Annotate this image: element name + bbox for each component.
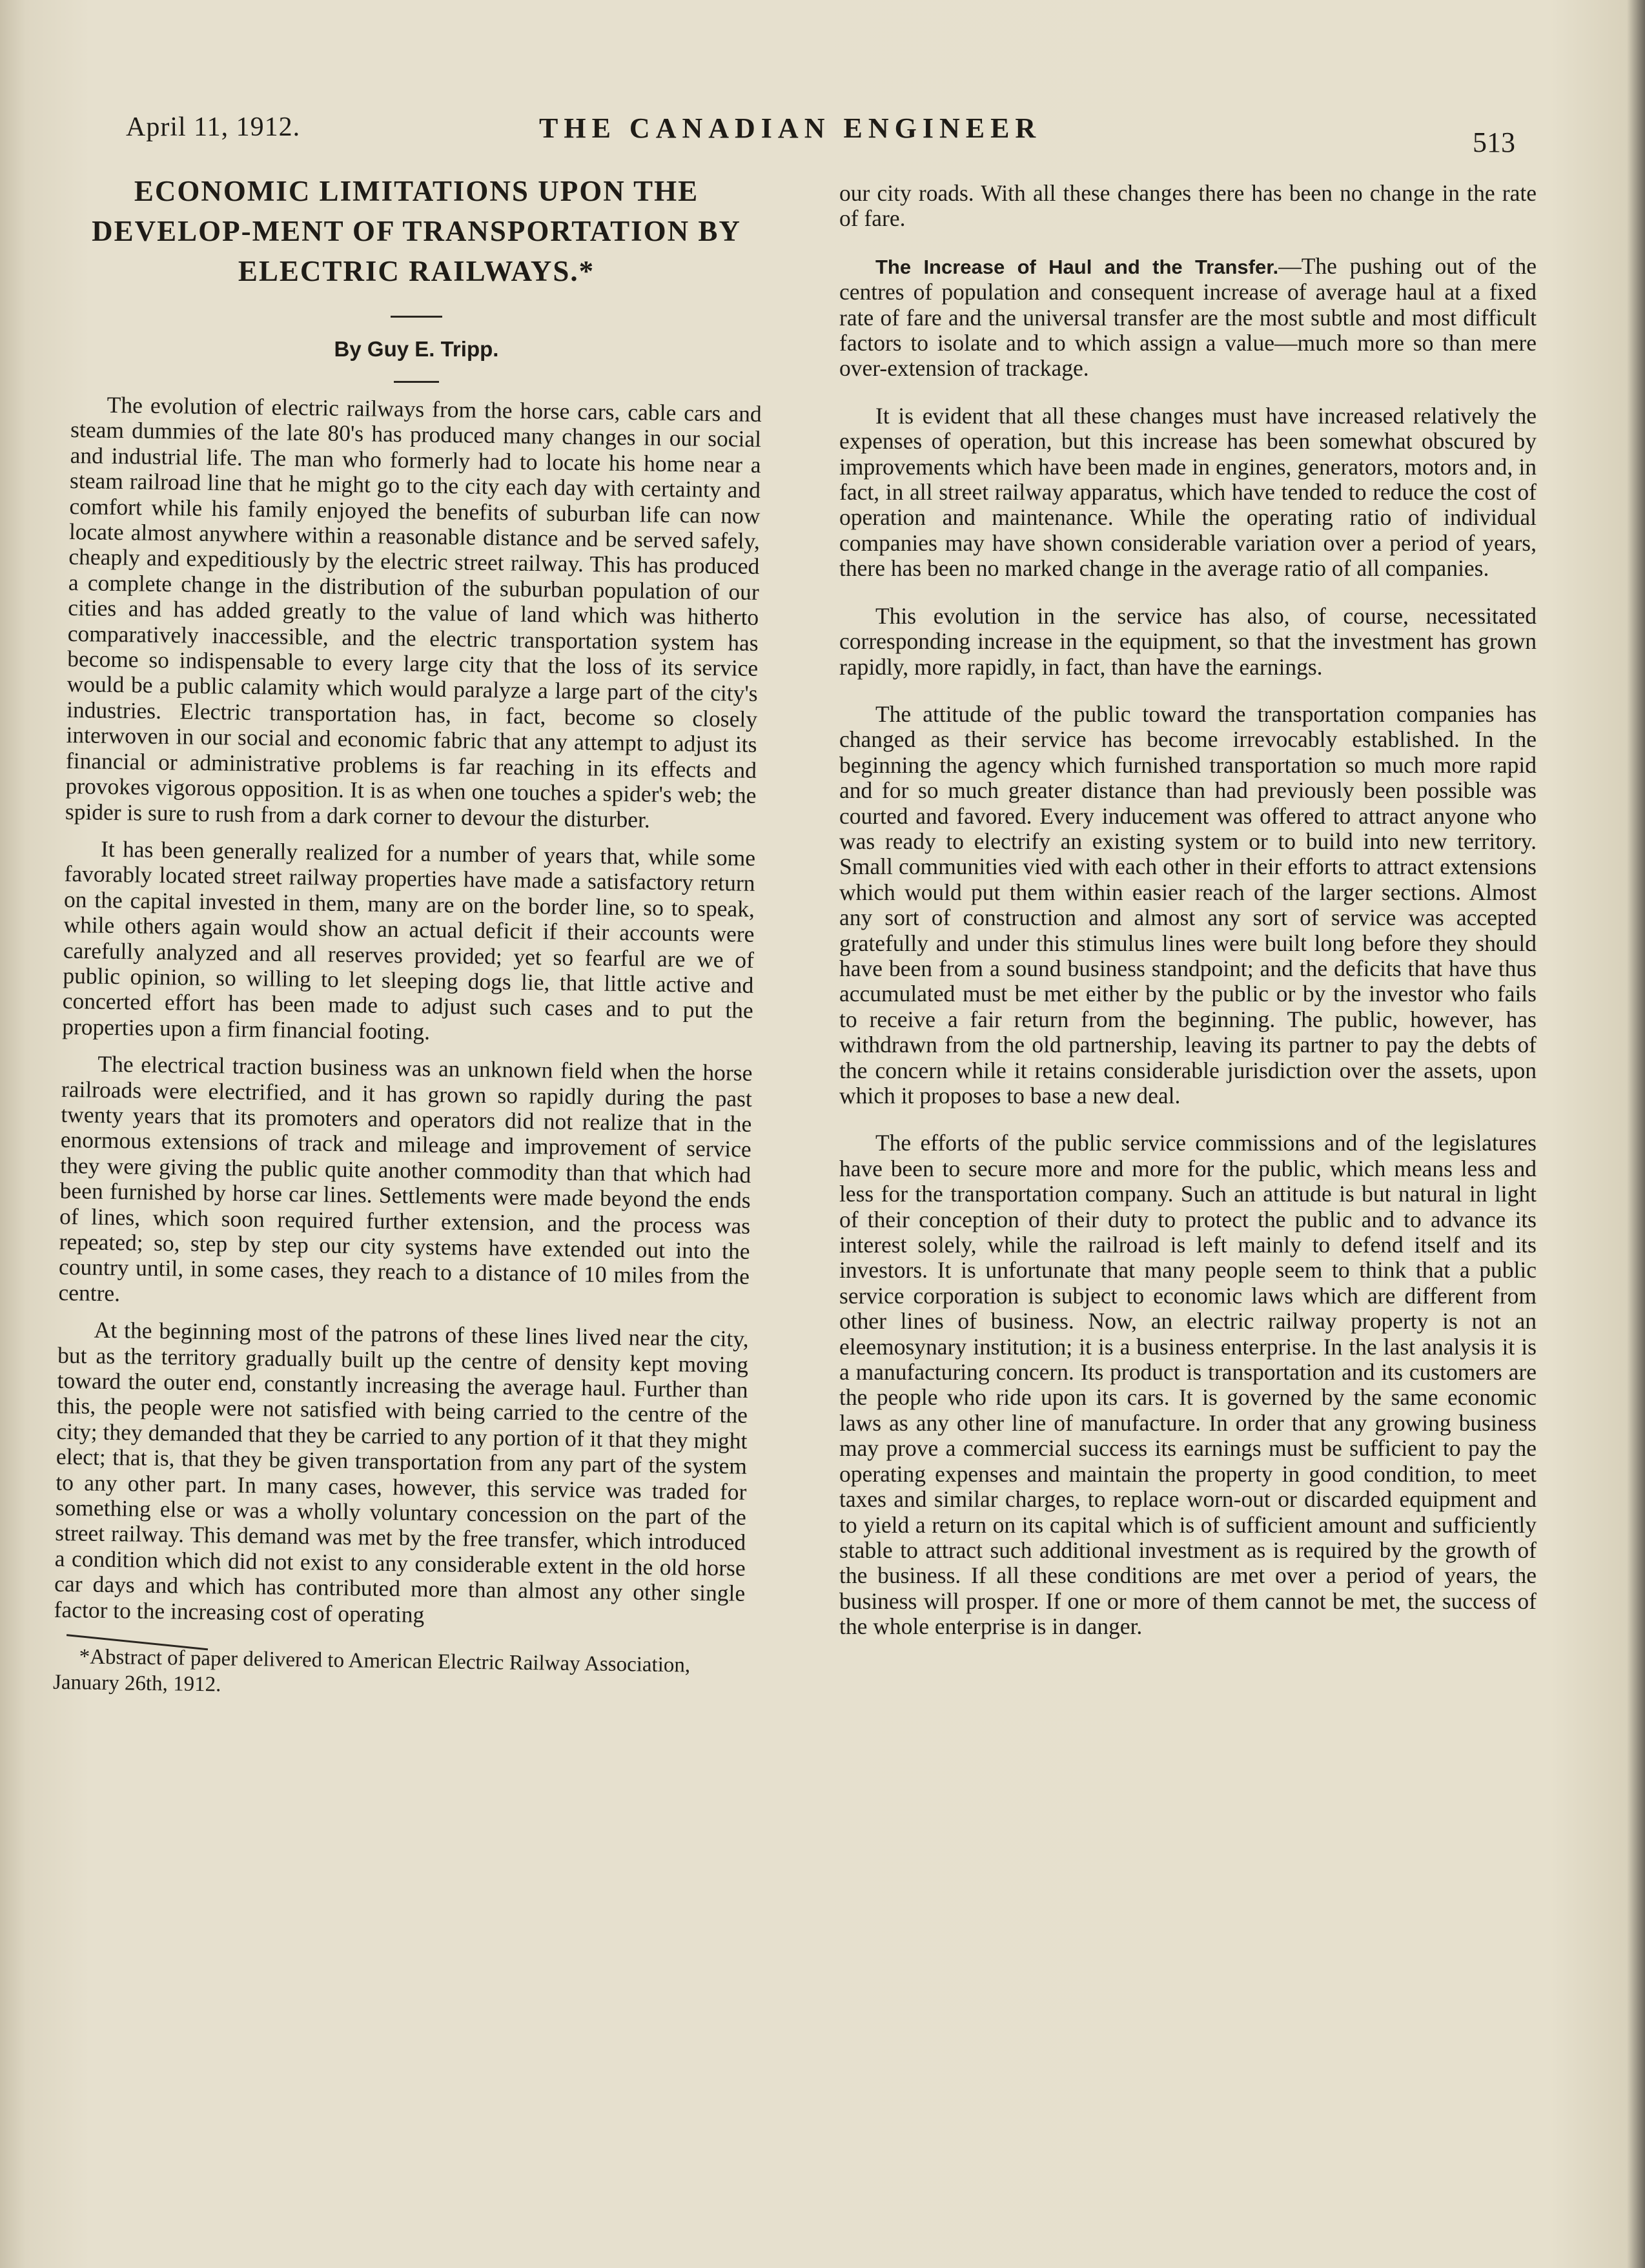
article-title: ECONOMIC LIMITATIONS UPON THE DEVELOP-MENT OF TRANSPORTATION BY ELECTRIC RAILWAYS.* (92, 175, 741, 287)
byline: By Guy E. Tripp. (334, 337, 499, 361)
running-header (126, 107, 1546, 165)
title-divider (391, 316, 442, 318)
paragraph: It has been generally realized for a number of years that, while some favorably located street railway properties have made a satisfactory return on the capital invested in them, many are on the border line, so to speak, while others again would show an actual deficit if their accounts were carefully analyzed and all reserves provided; yet so fearful are we of public opinion, so willing to let sleeping dogs lie, that little active and concerted effort has been made to adjust such cases and to put the properties upon a firm financial footing. (61, 835, 756, 1045)
paragraph: The efforts of the public service commissions and of the legislatures have been to secure more and more for the public, which means less and less for the transportation company. Such an attitude is but natural in light of their conception of their duty to protect the public and to advance its interest solely, while the railroad is left mainly to defend itself and its investors. It is unfortunate that many people seem to think that a public service corporation is subject to economic laws which are different from other lines of business. Now, an electric railway property is not an eleemosynary institution; it is a business enterprise. In the last analysis it is a manufacturing concern. Its product is transportation and its customers are the people who ride upon its cars. It is governed by the same economic laws as any other line of manufacture. In order that any growing business may prove a commercial success its earnings must be sufficient to pay the operating expenses and maintain the property in good condition, to meet taxes and similar charges, to replace worn-out or discarded equipment and to yield a return on its capital which is of sufficient amount and sufficiently stable to attract such additional investment as is required by the growth of the business. If all these conditions are met over a period of years, the business will prosper. If one or more of them cannot be met, the success of the whole enterprise is in danger. (839, 1130, 1537, 1640)
paragraph-with-subhead (839, 254, 1537, 382)
paragraph-continuation: our city roads. With all these changes there has been no change in the rate of fare. (839, 180, 1537, 232)
paragraph: This evolution in the service has also, of course, necessitated corresponding increase in the equipment, so that the investment has grown rapidly, more rapidly, in fact, than have the earnings. (839, 602, 1537, 680)
paragraph: It is evident that all these changes must have increased relatively the expenses of operation, but this increase has been somewhat obscured by improvements which have been made in engines, generators, motors and, in fact, in all street railway apparatus, which have tended to reduce the cost of operation and maintenance. While the operating ratio of individual companies may have shown considerable variation over a period of years, there has been no marked change in the average ratio of all companies. (839, 402, 1537, 582)
page-number: 513 (1473, 127, 1515, 158)
paragraph: The attitude of the public toward the transportation companies has changed as their service has become irrevocably established. In the beginning the agency which furnished transportation so much more rapid and for so much greater distance than had previously been possible was courted and favored. Every inducement was offered to attract anyone who was ready to electrify an existing system or to build into new territory. Small communities vied with each other in their efforts to attract extensions which would put them within easier reach of the larger sections. Almost any sort of construction and almost any sort of service was accepted gratefully and under this stimulus lines were built long before they should have been from a sound business standpoint; and the deficits that have thus accumulated must be met either by the public or by the investor who fails to receive a fair return from the beginning. The public, however, has withdrawn from the old partnership, leaving its partner to pay the debts of the concern while it retains considerable jurisdiction over the assets, upon which it proposes to base a new deal. (839, 700, 1537, 1108)
footnote: *Abstract of paper delivered to American Electric Railway Association, January 26th, 1912. (52, 1645, 691, 1697)
left-column (52, 171, 762, 1697)
right-column (839, 181, 1537, 1662)
issue-date: April 11, 1912. (126, 112, 301, 142)
paragraph-text: —The pushing out of the centres of population and consequent increase of average haul at a fixed rate of fare and the universal transfer are the most subtle and most difficult factors to isolate and to which assign a value—much more so than mere over-extension of trackage. (839, 252, 1537, 382)
paragraph: At the beginning most of the patrons of these lines lived near the city, but as the territory gradually built up the centre of density kept moving toward the outer end, constantly increasing the average haul. Further than this, the people were not satisfied with being carried to the centre of the city; they demanded that they be carried to any portion of it that they might elect; that is, that they be given transportation from any part of the system to any other part. In many cases, however, this service was traded for something else or was a wholly voluntary concession on the part of the street railway. This demand was met by the free transfer, which introduced a condition which did not exist to any considerable extent in the old horse car days and which has contributed more than almost any other single factor to the increasing cost of operating (54, 1316, 749, 1628)
section-subhead: The Increase of Haul and the Transfer. (875, 255, 1279, 278)
paragraph: The evolution of electric railways from the horse cars, cable cars and steam dummies of the late 80's has produced many changes in our social and industrial life. The man who formerly had to locate his home near a steam railroad line that he might go to the city each day with certainty and comfort while his family enjoyed the benefits of suburban life can now locate almost anywhere within a reasonable distance and be served safely, cheaply and expeditiously by the electric street railway. This has produced a complete change in the distribution of the suburban population of our cities and has added greatly to the value of land which was hitherto comparatively inaccessible, and the electric transportation system has become so indispensable to every large city that the loss of its service would be a public calamity which would paralyze a large part of the city's industries. Electric transportation has, in fact, become so closely interwoven in our social and economic fabric that any attempt to adjust its financial or administrative problems is far reaching in its effects and provokes vigorous opposition. It is as when one touches a spider's web; the spider is sure to rush from a dark corner to devour the disturber. (65, 391, 762, 833)
left-body (53, 392, 762, 1705)
byline-divider (394, 381, 439, 383)
paragraph: The electrical traction business was an unknown field when the horse railroads were electrified, and it has grown so rapidly during the past twenty years that its promoters and operators did not realize that in the enormous extensions of track and mileage and improvement of service they were giving the public quite another commodity than that which had been furnished by horse car lines. Settlements were made beyond the ends of lines, which soon required further extension, and the process was repeated; so, step by step our city systems have extended out into the country until, in some cases, they reach to a distance of 10 miles from the centre. (58, 1050, 753, 1307)
journal-title: THE CANADIAN ENGINEER (539, 112, 1042, 144)
